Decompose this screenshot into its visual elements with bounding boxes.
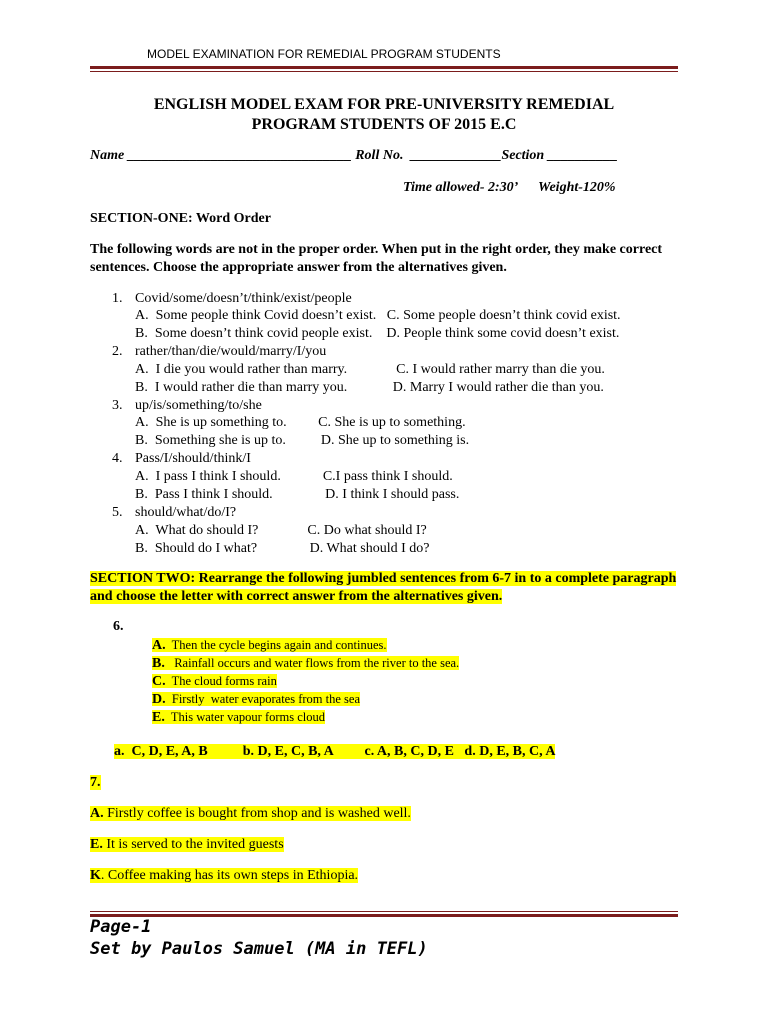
question-prompt: rather/than/die/would/marry/I/you (135, 344, 327, 359)
question-options-row: B. Pass I think I should. D. I think I should pass. (135, 487, 460, 502)
footer-rule (90, 911, 678, 917)
question-options-row: A. I die you would rather than marry. C. I would rather marry than die you. (135, 362, 605, 377)
section-one-instruction: The following words are not in the proper order. When put in the right order, they make correct sentences. Choose the appropriate answer from the alternatives given. (90, 242, 663, 275)
q6-item-letter: C. (152, 674, 166, 689)
q6-item-letter: B. (152, 656, 165, 671)
exam-title-line1: ENGLISH MODEL EXAM FOR PRE-UNIVERSITY REMEDIAL (153, 96, 615, 113)
q6-item-letter: E. (152, 710, 165, 725)
question-options-row: B. Something she is up to. D. She up to something is. (135, 433, 470, 448)
section-two-heading-text: SECTION TWO: Rearrange the following jumbled sentences from 6-7 in to a complete paragraph and choose the letter with correct answer from the alternatives given. (90, 571, 677, 604)
q7-item-letter: E. (90, 837, 103, 852)
question-number: 4. (112, 451, 123, 466)
q6-item-text: This water vapour forms cloud (170, 710, 326, 724)
q6-item (152, 636, 387, 655)
q7-item-letter: K (90, 868, 101, 883)
q7-item-text: . Coffee making has its own steps in Ethiopia. (100, 868, 359, 883)
q7-item (90, 836, 284, 854)
section-two-heading (90, 570, 680, 606)
question-7-number-text: 7. (90, 775, 101, 790)
q6-item-letter: D. (152, 692, 166, 707)
question-number: 3. (112, 398, 123, 413)
question-options-row: B. Should do I what? D. What should I do? (135, 541, 430, 556)
q6-item (152, 672, 277, 691)
q6-item-text: Firstly water evaporates from the sea (171, 692, 361, 706)
question-number: 2. (112, 344, 123, 359)
exam-title (90, 95, 678, 135)
question-prompt: should/what/do/I? (135, 505, 237, 520)
page-number: Page-1 (90, 917, 152, 937)
question-options-row: A. She is up something to. C. She is up to something. (135, 415, 466, 430)
header-rule (90, 66, 678, 72)
running-header: MODEL EXAMINATION FOR REMEDIAL PROGRAM STUDENTS (147, 47, 501, 61)
q6-item-letter: A. (152, 638, 166, 653)
question-options-row: A. I pass I think I should. C.I pass think I should. (135, 469, 453, 484)
time-weight: Time allowed- 2:30’ Weight-120% (403, 180, 616, 195)
q7-item (90, 805, 411, 823)
q6-item-text: Then the cycle begins again and continues. (171, 638, 387, 652)
question-options-row: B. I would rather die than marry you. D. Marry I would rather die than you. (135, 380, 604, 395)
q7-item-letter: A. (90, 806, 104, 821)
question-number: 1. (112, 291, 123, 306)
question-options-row: B. Some doesn’t think covid people exist. D. People think some covid doesn’t exist. (135, 326, 620, 341)
q6-item (152, 708, 325, 727)
question-prompt: up/is/something/to/she (135, 398, 262, 413)
question-6-number: 6. (113, 619, 124, 634)
section-one-heading: SECTION-ONE: Word Order (90, 211, 271, 226)
q6-item (152, 690, 360, 709)
q6-item (152, 654, 459, 673)
q7-item-text: It is served to the invited guests (102, 837, 284, 852)
q6-item-text: The cloud forms rain (171, 674, 277, 688)
q6-item-text: Rainfall occurs and water flows from the river to the sea. (171, 656, 460, 670)
author-line: Set by Paulos Samuel (MA in TEFL) (90, 939, 428, 959)
question-7-number (90, 774, 101, 792)
question-6-answers (114, 744, 555, 760)
question-number: 5. (112, 505, 123, 520)
student-fields: Name ________________________________ Roll No. _____________Section __________ (90, 148, 618, 163)
question-prompt: Pass/I/should/think/I (135, 451, 251, 466)
question-options-row: A. What do should I? C. Do what should I? (135, 523, 427, 538)
question-prompt: Covid/some/doesn’t/think/exist/people (135, 291, 352, 306)
question-options-row: A. Some people think Covid doesn’t exist. C. Some people doesn’t think covid exist. (135, 308, 621, 323)
exam-title-line2: PROGRAM STUDENTS OF 2015 E.C (251, 116, 517, 133)
q7-item (90, 867, 358, 885)
q7-item-text: Firstly coffee is bought from shop and is washed well. (103, 806, 411, 821)
question-6-answers-text: a. C, D, E, A, B b. D, E, C, B, A c. A, B, C, D, E d. D, E, B, C, A (114, 744, 556, 759)
